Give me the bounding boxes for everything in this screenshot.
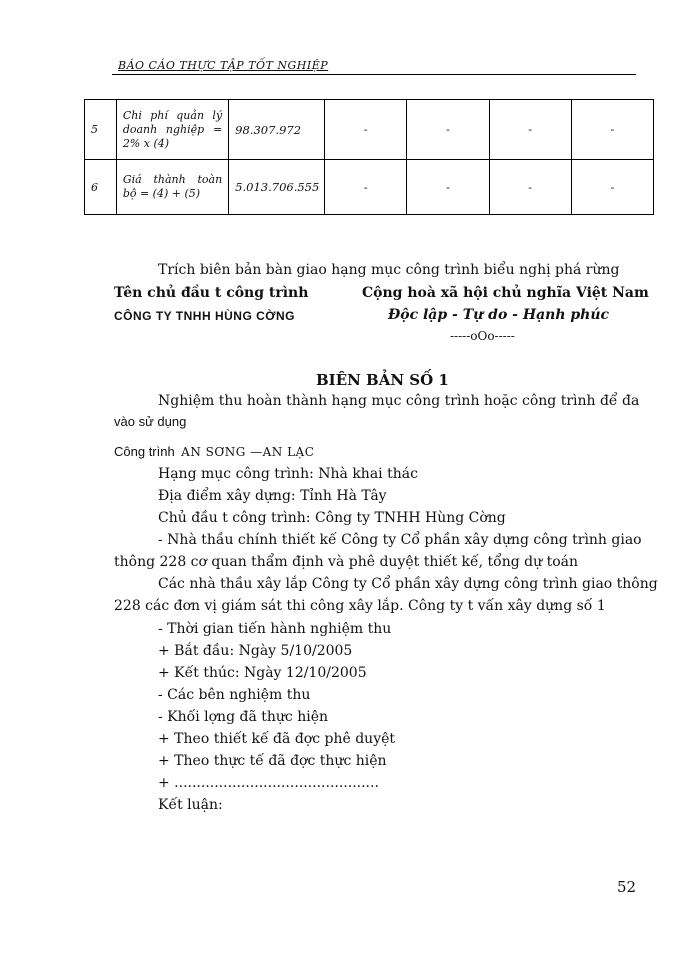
project-line (114, 443, 314, 461)
row-cell: - (489, 160, 571, 215)
intro-line-1: Nghiệm thu hoàn thành hạng mục công trình hoặc công trình để đa (158, 393, 640, 409)
end-line: + Kết thúc: Ngày 12/10/2005 (158, 665, 367, 681)
row-value: 5.013.706.555 (229, 160, 325, 215)
by-design-line: + Theo thiết kế đã đợc phê duyệt (158, 731, 396, 747)
republic-title: Cộng hoà xã hội chủ nghĩa Việt Nam (362, 285, 649, 301)
conclusion-line: Kết luận: (158, 797, 223, 813)
row-number: 5 (85, 100, 117, 160)
owner-line: Chủ đầu t công trình: Công ty TNHH Hùng Cờng (158, 510, 506, 526)
time-line: - Thời gian tiến hành nghiệm thu (158, 621, 392, 637)
separator: -----oOo----- (450, 329, 515, 343)
project-name: AN SƠNG —AN LẠC (181, 445, 315, 459)
designer-line-1: - Nhà thầu chính thiết kế Công ty Cổ phần xây dựng công trình giao (158, 532, 642, 548)
row-description: Chi phí quản lý doanh nghiệp = 2% x (4) (116, 100, 228, 160)
builder-line-2: 228 các đơn vị giám sát thi công xây lắp. Công ty t vấn xây dựng số 1 (114, 598, 606, 614)
volume-line: - Khối lợng đã thực hiện (158, 709, 328, 725)
parties-line: - Các bên nghiệm thu (158, 687, 311, 703)
row-description: Giá thành toàn bộ = (4) + (5) (116, 160, 228, 215)
item-line: Hạng mục công trình: Nhà khai thác (158, 466, 418, 482)
row-number: 6 (85, 160, 117, 215)
row-cell: - (407, 100, 489, 160)
start-line: + Bắt đầu: Ngày 5/10/2005 (158, 643, 353, 659)
motto: Độc lập - Tự do - Hạnh phúc (388, 307, 610, 323)
row-cell: - (325, 100, 407, 160)
company-name: CÔNG TY TNHH HÙNG CỜNG (114, 309, 296, 323)
row-cell: - (407, 160, 489, 215)
table-row (85, 160, 654, 215)
investor-label: Tên chủ đầu t công trình (114, 285, 309, 301)
row-cell: - (571, 160, 653, 215)
intro-line-2: vào sử dụng (114, 414, 187, 429)
builder-line-1: Các nhà thầu xây lắp Công ty Cổ phần xây dựng công trình giao thông (158, 576, 658, 592)
row-cell: - (325, 160, 407, 215)
row-cell: - (571, 100, 653, 160)
dots-line: + .............................................. (158, 775, 379, 791)
extract-title: Trích biên bản bàn giao hạng mục công trình biểu nghị phá rừng (158, 262, 620, 278)
designer-line-2: thông 228 cơ quan thẩm định và phê duyệt thiết kế, tổng dự toán (114, 554, 578, 570)
row-value: 98.307.972 (229, 100, 325, 160)
header-title: BÁO CÁO THỰC TẬP TỐT NGHIỆP (118, 59, 329, 72)
table-row (85, 100, 654, 160)
location-line: Địa điểm xây dựng: Tỉnh Hà Tây (158, 488, 387, 504)
project-label: Công trình (114, 444, 175, 459)
page-header (112, 52, 636, 75)
cost-table (84, 99, 654, 215)
row-cell: - (489, 100, 571, 160)
page-number: 52 (617, 878, 637, 896)
document-heading: BIÊN BẢN SỐ 1 (316, 371, 449, 389)
by-actual-line: + Theo thực tế đã đợc thực hiện (158, 753, 387, 769)
